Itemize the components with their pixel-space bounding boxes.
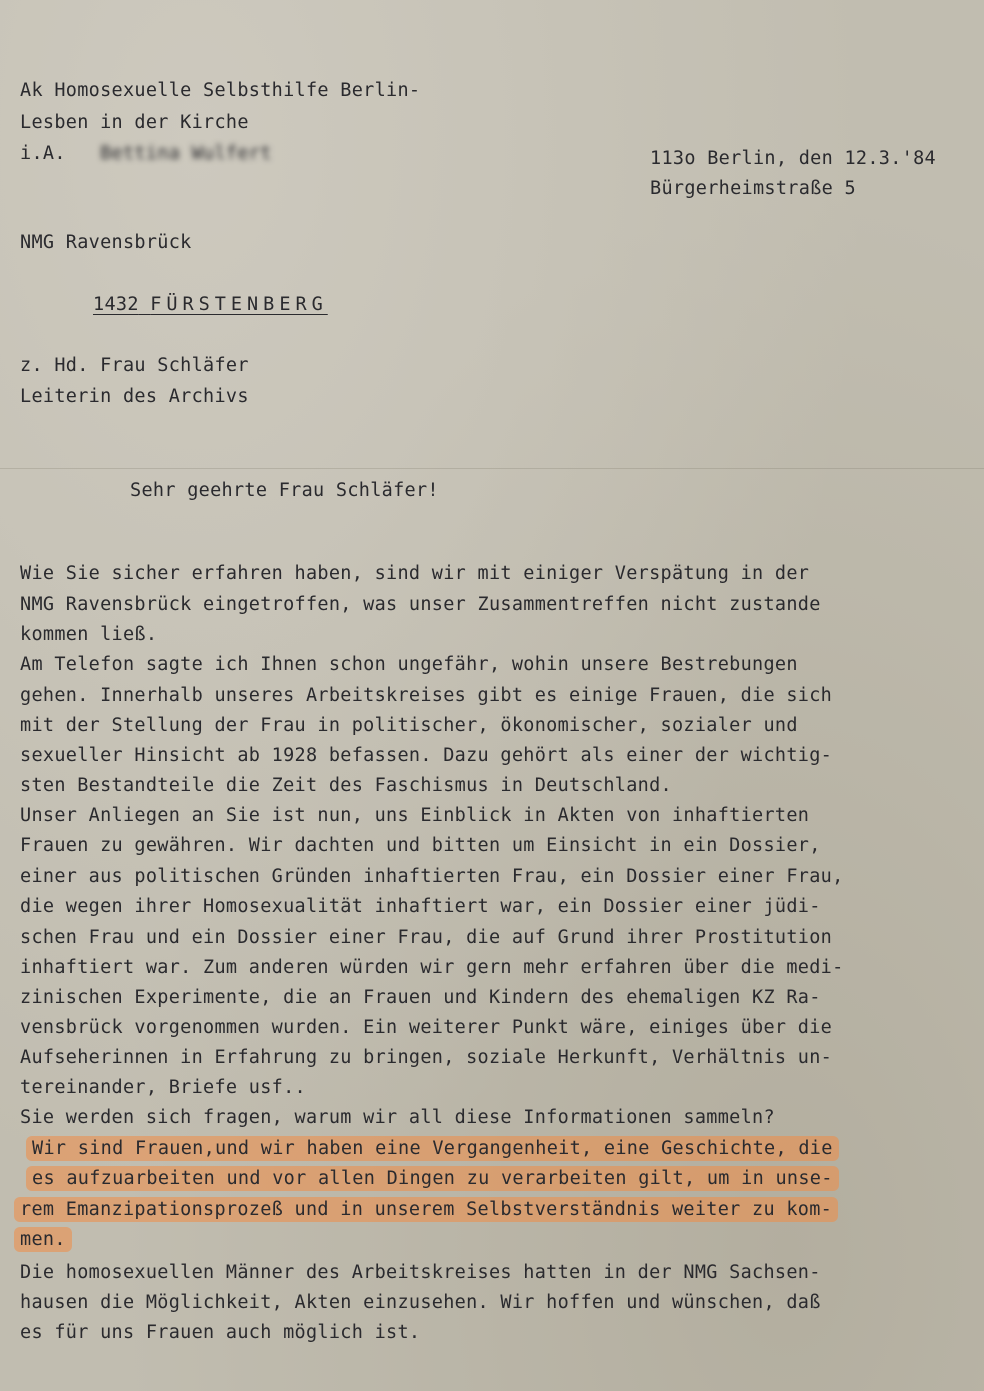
closing-line: hausen die Möglichkeit, Akten einzusehen. Wir hoffen und wünschen, daß (20, 1292, 821, 1313)
sender-line-1: Ak Homosexuelle Selbsthilfe Berlin- (20, 80, 421, 101)
body-line: vensbrück vorgenommen wurden. Ein weiterer Punkt wäre, einiges über die (20, 1017, 833, 1038)
recipient-city: FÜRSTENBERG (150, 294, 328, 315)
closing-line: Die homosexuellen Männer des Arbeitskreises hatten in der NMG Sachsen- (20, 1262, 821, 1283)
body-line: einer aus politischen Gründen inhaftierten Frau, ein Dossier einer Frau, (20, 866, 844, 887)
recipient-city-line (93, 294, 328, 316)
body-line: inhaftiert war. Zum anderen würden wir gern mehr erfahren über die medi- (20, 957, 844, 978)
highlighted-line (20, 1199, 838, 1221)
body-line: schen Frau und ein Dossier einer Frau, die auf Grund ihrer Prostitution (20, 927, 833, 948)
highlighted-line (32, 1168, 839, 1190)
body-line: tereinander, Briefe usf.. (20, 1077, 306, 1098)
recipient-postcode: 1432 (93, 294, 139, 315)
street-address: Bürgerheimstraße 5 (650, 178, 856, 199)
body-line: Unser Anliegen an Sie ist nun, uns Einblick in Akten von inhaftierten (20, 805, 810, 826)
body-line: Wie Sie sicher erfahren haben, sind wir mit einiger Verspätung in der (20, 563, 810, 584)
body-line: sten Bestandteile die Zeit des Faschismus in Deutschland. (20, 775, 672, 796)
body-line: Sie werden sich fragen, warum wir all diese Informationen sammeln? (20, 1107, 775, 1128)
body-line: Aufseherinnen in Erfahrung zu bringen, soziale Herkunft, Verhältnis un- (20, 1047, 833, 1068)
highlight-mark: men. (14, 1227, 72, 1252)
sender-ia-prefix: i.A. (20, 143, 66, 164)
body-line: sexueller Hinsicht ab 1928 befassen. Dazu gehört als einer der wichtig- (20, 745, 833, 766)
body-line: Am Telefon sagte ich Ihnen schon ungefähr, wohin unsere Bestrebungen (20, 654, 798, 675)
highlight-mark: rem Emanzipationsprozeß und in unserem Selbstverständnis weiter zu kom- (14, 1197, 838, 1222)
body-line: NMG Ravensbrück eingetroffen, was unser Zusammentreffen nicht zustande (20, 594, 821, 615)
redacted-name: Bettina Wulfert (100, 143, 272, 164)
closing-line: es für uns Frauen auch möglich ist. (20, 1322, 421, 1343)
body-line: Frauen zu gewähren. Wir dachten und bitten um Einsicht in ein Dossier, (20, 835, 821, 856)
paper-fold (0, 468, 984, 469)
recipient-role: Leiterin des Archivs (20, 386, 249, 407)
highlighted-line (32, 1138, 839, 1160)
body-line: mit der Stellung der Frau in politischer, ökonomischer, sozialer und (20, 715, 798, 736)
recipient-attn: z. Hd. Frau Schläfer (20, 355, 249, 376)
sender-ia (20, 143, 272, 165)
highlighted-line (20, 1229, 72, 1251)
highlight-mark: Wir sind Frauen,und wir haben eine Vergangenheit, eine Geschichte, die (26, 1136, 839, 1161)
place-date: 113o Berlin, den 12.3.'84 (650, 148, 936, 169)
body-line: gehen. Innerhalb unseres Arbeitskreises gibt es einige Frauen, die sich (20, 685, 833, 706)
recipient-org: NMG Ravensbrück (20, 232, 192, 253)
salutation: Sehr geehrte Frau Schläfer! (130, 480, 439, 501)
body-line: die wegen ihrer Homosexualität inhaftiert war, ein Dossier einer jüdi- (20, 896, 821, 917)
highlight-mark: es aufzuarbeiten und vor allen Dingen zu verarbeiten gilt, um in unse- (26, 1166, 839, 1191)
sender-line-2: Lesben in der Kirche (20, 112, 249, 133)
body-line: kommen ließ. (20, 624, 158, 645)
body-line: zinischen Experimente, die an Frauen und Kindern des ehemaligen KZ Ra- (20, 987, 821, 1008)
